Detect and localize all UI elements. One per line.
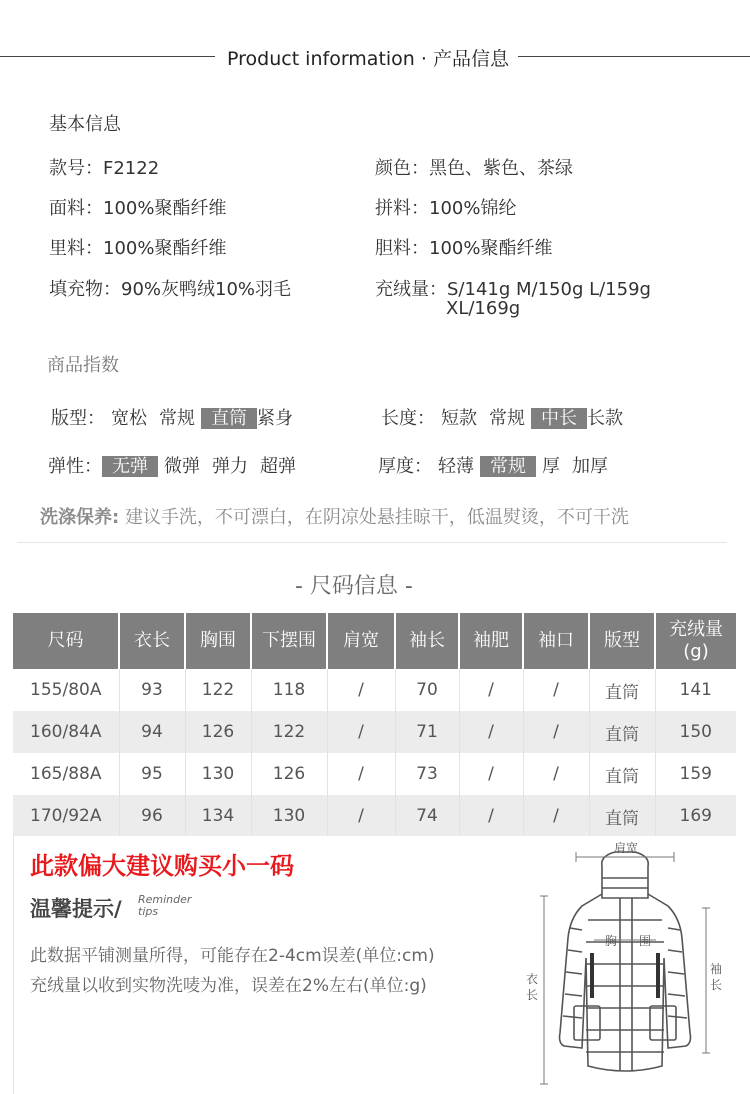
label-sleeve-1: 袖 (710, 962, 723, 976)
size-warning: 此款偏大建议购买小一码 (30, 852, 294, 880)
elastic-option-selected: 无弹 (102, 456, 158, 477)
table-cell: 71 (395, 711, 459, 753)
length-option-selected: 中长 (531, 408, 587, 429)
table-cell: 159 (679, 764, 712, 784)
table-row (13, 753, 736, 795)
elastic-option: 弹力 (212, 456, 248, 477)
header-line-right (518, 56, 750, 57)
table-cell: 150 (655, 711, 736, 753)
table-cell: 122 (251, 711, 327, 753)
label-length-1: 衣 (526, 972, 539, 986)
col-header: 胸围 (185, 613, 251, 669)
table-cell: 118 (251, 669, 327, 711)
fit-option-selected: 直筒 (201, 408, 257, 429)
basic-heading: 基本信息 (49, 114, 121, 135)
fit-option: 宽松 (111, 408, 147, 429)
header-title: Product information · 产品信息 (227, 48, 509, 70)
table-cell: 74 (395, 795, 459, 837)
col-header: 充绒量 (g) (655, 613, 736, 669)
elastic-label: 弹性： (48, 456, 102, 477)
col-header: 下摆围 (251, 613, 327, 669)
table-cell: / (459, 669, 523, 711)
length-row (381, 404, 623, 430)
thickness-option: 轻薄 (438, 456, 474, 477)
tips-reminder-line: tips (138, 905, 159, 918)
table-cell: / (523, 669, 589, 711)
table-cell: / (327, 669, 395, 711)
col-header: 袖肥 (459, 613, 523, 669)
tips-line-2: 充绒量以收到实物洗唛为准，误差在2%左右(单位:g) (30, 976, 427, 996)
table-cell: 130 (251, 795, 327, 837)
table-cell: / (523, 753, 589, 795)
thickness-row (378, 452, 614, 478)
table-cell: 155/80A (13, 669, 119, 711)
index-heading: 商品指数 (47, 355, 119, 376)
size-heading: - 尺码信息 - (295, 574, 413, 599)
wash-care-text: 建议手洗，不可漂白，在阴凉处悬挂晾干，低温熨烫，不可干洗 (124, 507, 629, 528)
label-sleeve-2: 长 (710, 978, 723, 992)
table-cell: 130 (185, 753, 251, 795)
table-cell: / (459, 711, 523, 753)
table-cell: 122 (185, 669, 251, 711)
jacket-dark-stripes (592, 953, 658, 998)
tips-line-1: 此数据平铺测量所得，可能存在2-4cm误差(单位:cm) (30, 946, 435, 966)
thickness-label: 厚度： (378, 456, 432, 477)
style-number: 款号：F2122 (49, 158, 160, 179)
table-cell: 96 (119, 795, 185, 837)
wash-care-label: 洗涤保养: (40, 507, 120, 528)
fill-amount-info: 充绒量：S/141g M/150g L/159g (375, 279, 651, 300)
col-header: 尺码 (13, 613, 119, 669)
table-cell: 94 (119, 711, 185, 753)
tips-panel-left-border (13, 836, 14, 1094)
jacket-outline (560, 852, 691, 1071)
tips-reminder (138, 894, 191, 918)
table-cell: 直筒 (589, 753, 655, 795)
label-shoulder: 肩宽 (614, 841, 639, 855)
fit-row (51, 404, 293, 430)
table-cell: 直筒 (589, 669, 655, 711)
table-cell: 165/88A (13, 753, 119, 795)
table-cell: / (459, 795, 523, 837)
col-header: 肩宽 (327, 613, 395, 669)
table-cell: / (459, 753, 523, 795)
inner-info: 胆料：100%聚酯纤维 (375, 238, 553, 259)
wash-care (40, 503, 629, 529)
label-length-2: 长 (526, 988, 539, 1002)
jacket-diagram (520, 838, 730, 1088)
fit-option: 常规 (159, 408, 195, 429)
label-chest-1: 胸 (605, 934, 618, 948)
table-cell: 170/92A (13, 795, 119, 837)
fabric-info: 面料：100%聚酯纤维 (49, 198, 227, 219)
elastic-option: 微弹 (164, 456, 200, 477)
col-header: 袖长 (395, 613, 459, 669)
table-cell: 95 (119, 753, 185, 795)
patch-info: 拼料：100%锦纶 (375, 198, 517, 219)
length-label: 长度： (381, 408, 435, 429)
divider (17, 542, 727, 543)
tips-reminder-line: Reminder (138, 893, 192, 906)
table-cell: 141 (679, 680, 712, 700)
table-cell: / (327, 711, 395, 753)
table-cell: 126 (185, 711, 251, 753)
table-cell: / (523, 795, 589, 837)
tips-title-text: 温馨提示/ (30, 897, 122, 921)
table-row (13, 795, 736, 837)
tips-title (30, 893, 122, 923)
thickness-option: 加厚 (572, 456, 608, 477)
lining-info: 里料：100%聚酯纤维 (49, 238, 227, 259)
table-cell: 直筒 (589, 711, 655, 753)
elastic-option: 超弹 (260, 456, 296, 477)
length-option: 短款 (441, 408, 477, 429)
length-option: 长款 (587, 408, 623, 429)
color-info: 颜色：黑色、紫色、茶绿 (375, 158, 573, 179)
filling-info: 填充物：90%灰鸭绒10%羽毛 (49, 279, 292, 300)
table-cell: / (327, 753, 395, 795)
thickness-option: 厚 (542, 456, 560, 477)
fit-option: 紧身 (257, 408, 293, 429)
table-cell: 93 (119, 669, 185, 711)
table-cell: 134 (185, 795, 251, 837)
table-cell: 70 (395, 669, 459, 711)
table-cell: 73 (395, 753, 459, 795)
table-cell: 直筒 (589, 795, 655, 837)
table-row (13, 711, 736, 753)
elastic-row (48, 452, 302, 478)
table-cell: 160/84A (13, 711, 119, 753)
col-header: 衣长 (119, 613, 185, 669)
table-cell: 126 (251, 753, 327, 795)
thickness-option-selected: 常规 (480, 456, 536, 477)
fit-label: 版型： (51, 408, 105, 429)
table-cell: / (523, 711, 589, 753)
label-chest-2: 围 (639, 934, 652, 948)
col-header: 版型 (589, 613, 655, 669)
size-table-header (13, 613, 736, 669)
length-option: 常规 (489, 408, 525, 429)
col-header: 袖口 (523, 613, 589, 669)
header-line-left (0, 56, 215, 57)
size-table (13, 613, 736, 837)
table-cell: 169 (655, 795, 736, 837)
table-row (13, 669, 736, 711)
fill-amount-info-cont: XL/169g (446, 298, 521, 319)
table-cell: / (327, 795, 395, 837)
